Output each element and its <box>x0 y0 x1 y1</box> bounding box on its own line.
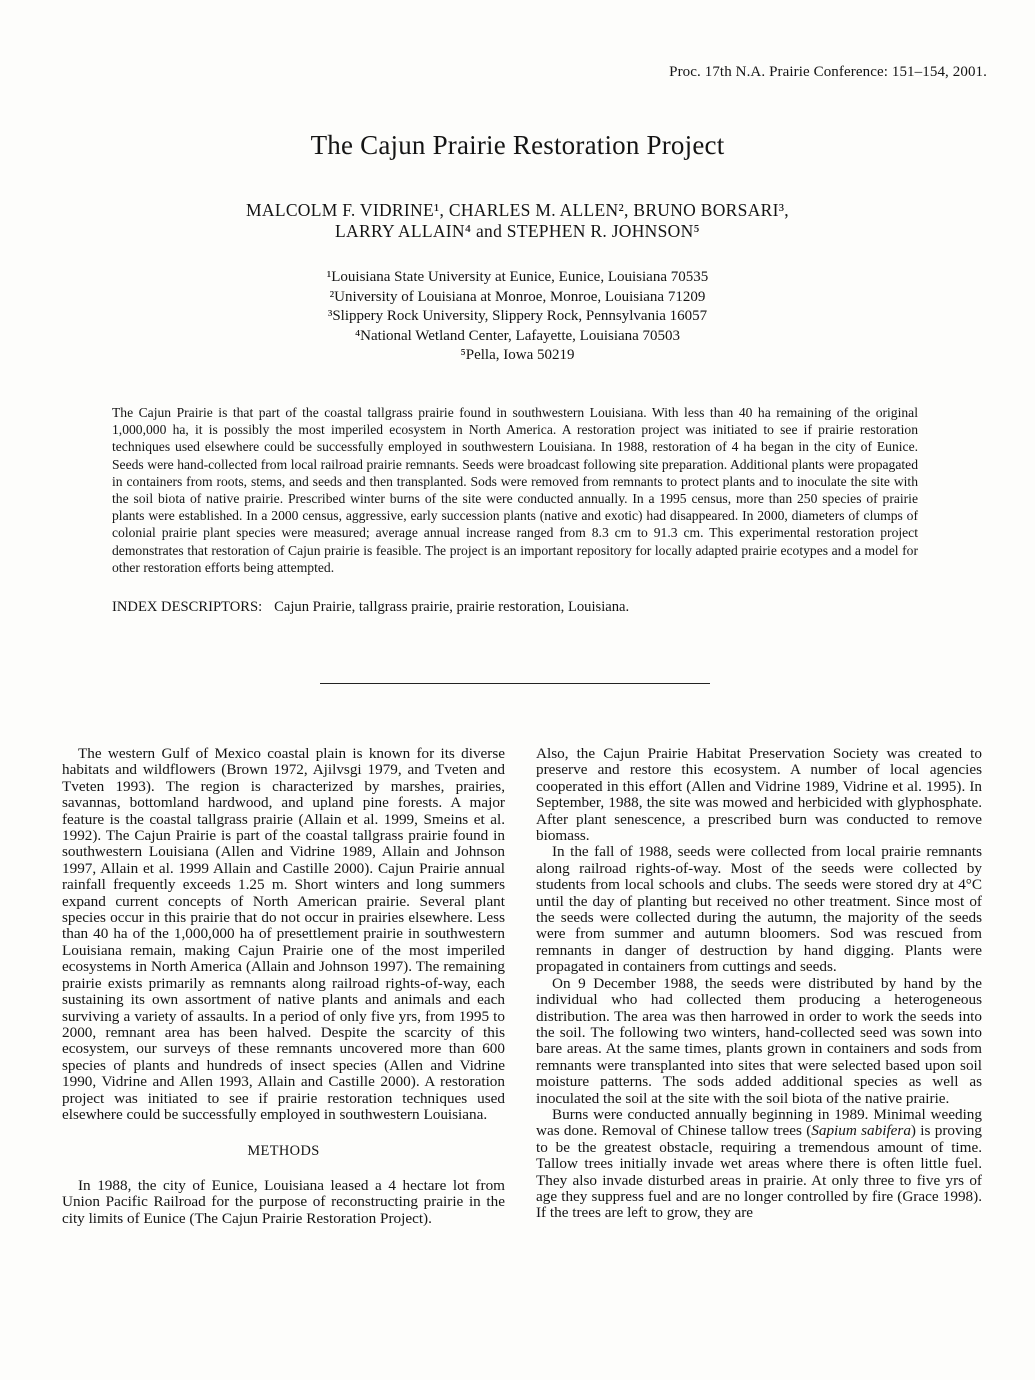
author-line: MALCOLM F. VIDRINE¹, CHARLES M. ALLEN², BRUNO BORSARI³, <box>246 200 789 220</box>
index-descriptors-terms: Cajun Prairie, tallgrass prairie, prairie restoration, Louisiana. <box>274 599 630 615</box>
species-name: Sapium sabifera <box>811 1122 911 1140</box>
body-paragraph <box>536 1107 982 1222</box>
affiliation: ⁵Pella, Iowa 50219 <box>460 347 575 364</box>
body-paragraph: In the fall of 1988, seeds were collected from local prairie remnants along railroad rights-of-way. Most of the seeds were collected by students from local schools and clubs. The seeds were stored dry at 4°C until the day of planting but received no other treatment. Since most of the seeds were collected during the autumn, the majority of the seeds were from summer and autumn bloomers. Sod was rescued from remnants in danger of destruction by hand digging. Plants were propagated in containers from cuttings and seeds. <box>536 843 982 976</box>
author-list <box>0 200 1035 242</box>
right-column <box>536 746 982 1222</box>
affiliation: ²University of Louisiana at Monroe, Monroe, Louisiana 71209 <box>329 288 706 305</box>
affiliation-list <box>0 268 1035 366</box>
body-paragraph: Also, the Cajun Prairie Habitat Preservation Society was created to preserve and restore this ecosystem. A number of local agencies cooperated in this effort (Allen and Vidrine 1989, Vidrine et al. 1995). In September, 1988, the site was mowed and herbicided with glyphosphate. After plant senescence, a prescribed burn was conducted to remove biomass. <box>536 745 982 845</box>
author-line: LARRY ALLAIN⁴ and STEPHEN R. JOHNSON⁵ <box>335 221 700 241</box>
methods-paragraph: In 1988, the city of Eunice, Louisiana leased a 4 hectare lot from Union Pacific Railroad for the purpose of reconstructing prairie in the city limits of Eunice (The Cajun Prairie Restoration Project). <box>62 1176 505 1227</box>
methods-heading: METHODS <box>247 1143 320 1160</box>
affiliation: ³Slippery Rock University, Slippery Rock, Pennsylvania 16057 <box>327 308 708 325</box>
body-text: ) is proving to be the greatest obstacle, requiring a tremendous amount of time. Tallow trees initially invade wet areas where there is often little fuel. They also invade disturbed areas in prairie. At only three to five yrs of age they suppress fuel and are no longer controlled by fire (Grace 1998). If the trees are left to grow, they are <box>536 1122 982 1222</box>
body-text: Burns were conducted annually beginning in 1989. Minimal weeding was done. Removal of Chinese tallow trees ( <box>536 1105 982 1140</box>
paper-title: The Cajun Prairie Restoration Project <box>310 130 725 160</box>
abstract: The Cajun Prairie is that part of the coastal tallgrass prairie found in southwestern Louisiana. With less than 40 ha remaining of the original 1,000,000 ha, it is possibly the most imperiled ecosystem in North America. A restoration project was initiated to see if prairie restoration techniques used elsewhere could be successfully employed in southwestern Louisiana. In 1988, restoration of 4 ha began in the city of Eunice. Seeds were hand-collected from local railroad prairie remnants. Seeds were broadcast following site preparation. Additional plants were propagated in containers from roots, stems, and seeds and then transplanted. Sods were removed from remnants to protect plants and to inoculate the site with the soil biota of native prairie. Prescribed winter burns of the site were conducted annually. In a 1995 census, more than 250 species of prairie plants were established. In a 2000 census, aggressive, early succession plants (native and exotic) had disappeared. In 2000, diameters of clumps of colonial prairie plant species were measured; average annual increase ranged from 8.3 cm to 91.3 cm. This experimental restoration project demonstrates that restoration of Cajun prairie is feasible. The project is an important repository for locally adapted prairie ecotypes and a model for other restoration efforts being attempted. <box>112 405 918 575</box>
left-column <box>62 746 505 1227</box>
affiliation: ⁴National Wetland Center, Lafayette, Louisiana 70503 <box>354 327 681 344</box>
running-head: Proc. 17th N.A. Prairie Conference: 151–154, 2001. <box>669 64 987 80</box>
section-divider <box>320 683 710 684</box>
intro-paragraph: The western Gulf of Mexico coastal plain is known for its diverse habitats and wildflowers (Brown 1972, Ajilvsgi 1979, and Tveten and Tveten 1993). The region is characterized by marshes, prairies, savannas, bottomland hardwood, and upland pine forests. A major feature is the coastal tallgrass prairie (Allain et al. 1999, Smeins et al. 1992). The Cajun Prairie is part of the coastal tallgrass prairie found in southwestern Louisiana (Allen and Vidrine 1989, Allain and Johnson 1997, Allain et al. 1999 Allain and Castille 2000). Cajun Prairie annual rainfall frequently exceeds 1.25 m. Short winters and long summers expand current concepts of North American prairie. Several plant species occur in this prairie that do not occur in prairies elsewhere. Less than 40 ha of the 1,000,000 ha of presettlement prairie in southwestern Louisiana remain, making Cajun Prairie one of the most imperiled ecosystems in North America (Allain and Johnson 1997). The remaining prairie exists primarily as remnants along railroad rights-of-way, each sustaining its own assortment of native plants and animals and each surviving a variety of assaults. In a period of only five yrs, from 1995 to 2000, remnant area has been halved. Despite the scarcity of this ecosystem, our surveys of these remnants uncovered more than 600 species of plants and hundreds of insect species (Allen and Vidrine 1990, Vidrine and Allen 1993, Allain and Castille 2000). A restoration project was initiated to see if prairie restoration techniques used elsewhere could be successfully employed in southwestern Louisiana. <box>62 745 505 1123</box>
index-descriptors <box>112 599 629 616</box>
index-descriptors-label: INDEX DESCRIPTORS: <box>112 599 263 615</box>
body-paragraph: On 9 December 1988, the seeds were distributed by hand by the individual who had collected them producing a heterogeneous distribution. The area was then harrowed in order to work the seeds into the soil. The following two winters, hand-collected seed was sown into bare areas. At the same times, plants grown in containers and sods from remnants were transplanted into sites that were selected based upon soil moisture patterns. The sods added additional species as well as inoculated the soil at the site with the soil biota of the native prairie. <box>536 974 982 1107</box>
affiliation: ¹Louisiana State University at Eunice, Eunice, Louisiana 70535 <box>326 269 709 285</box>
